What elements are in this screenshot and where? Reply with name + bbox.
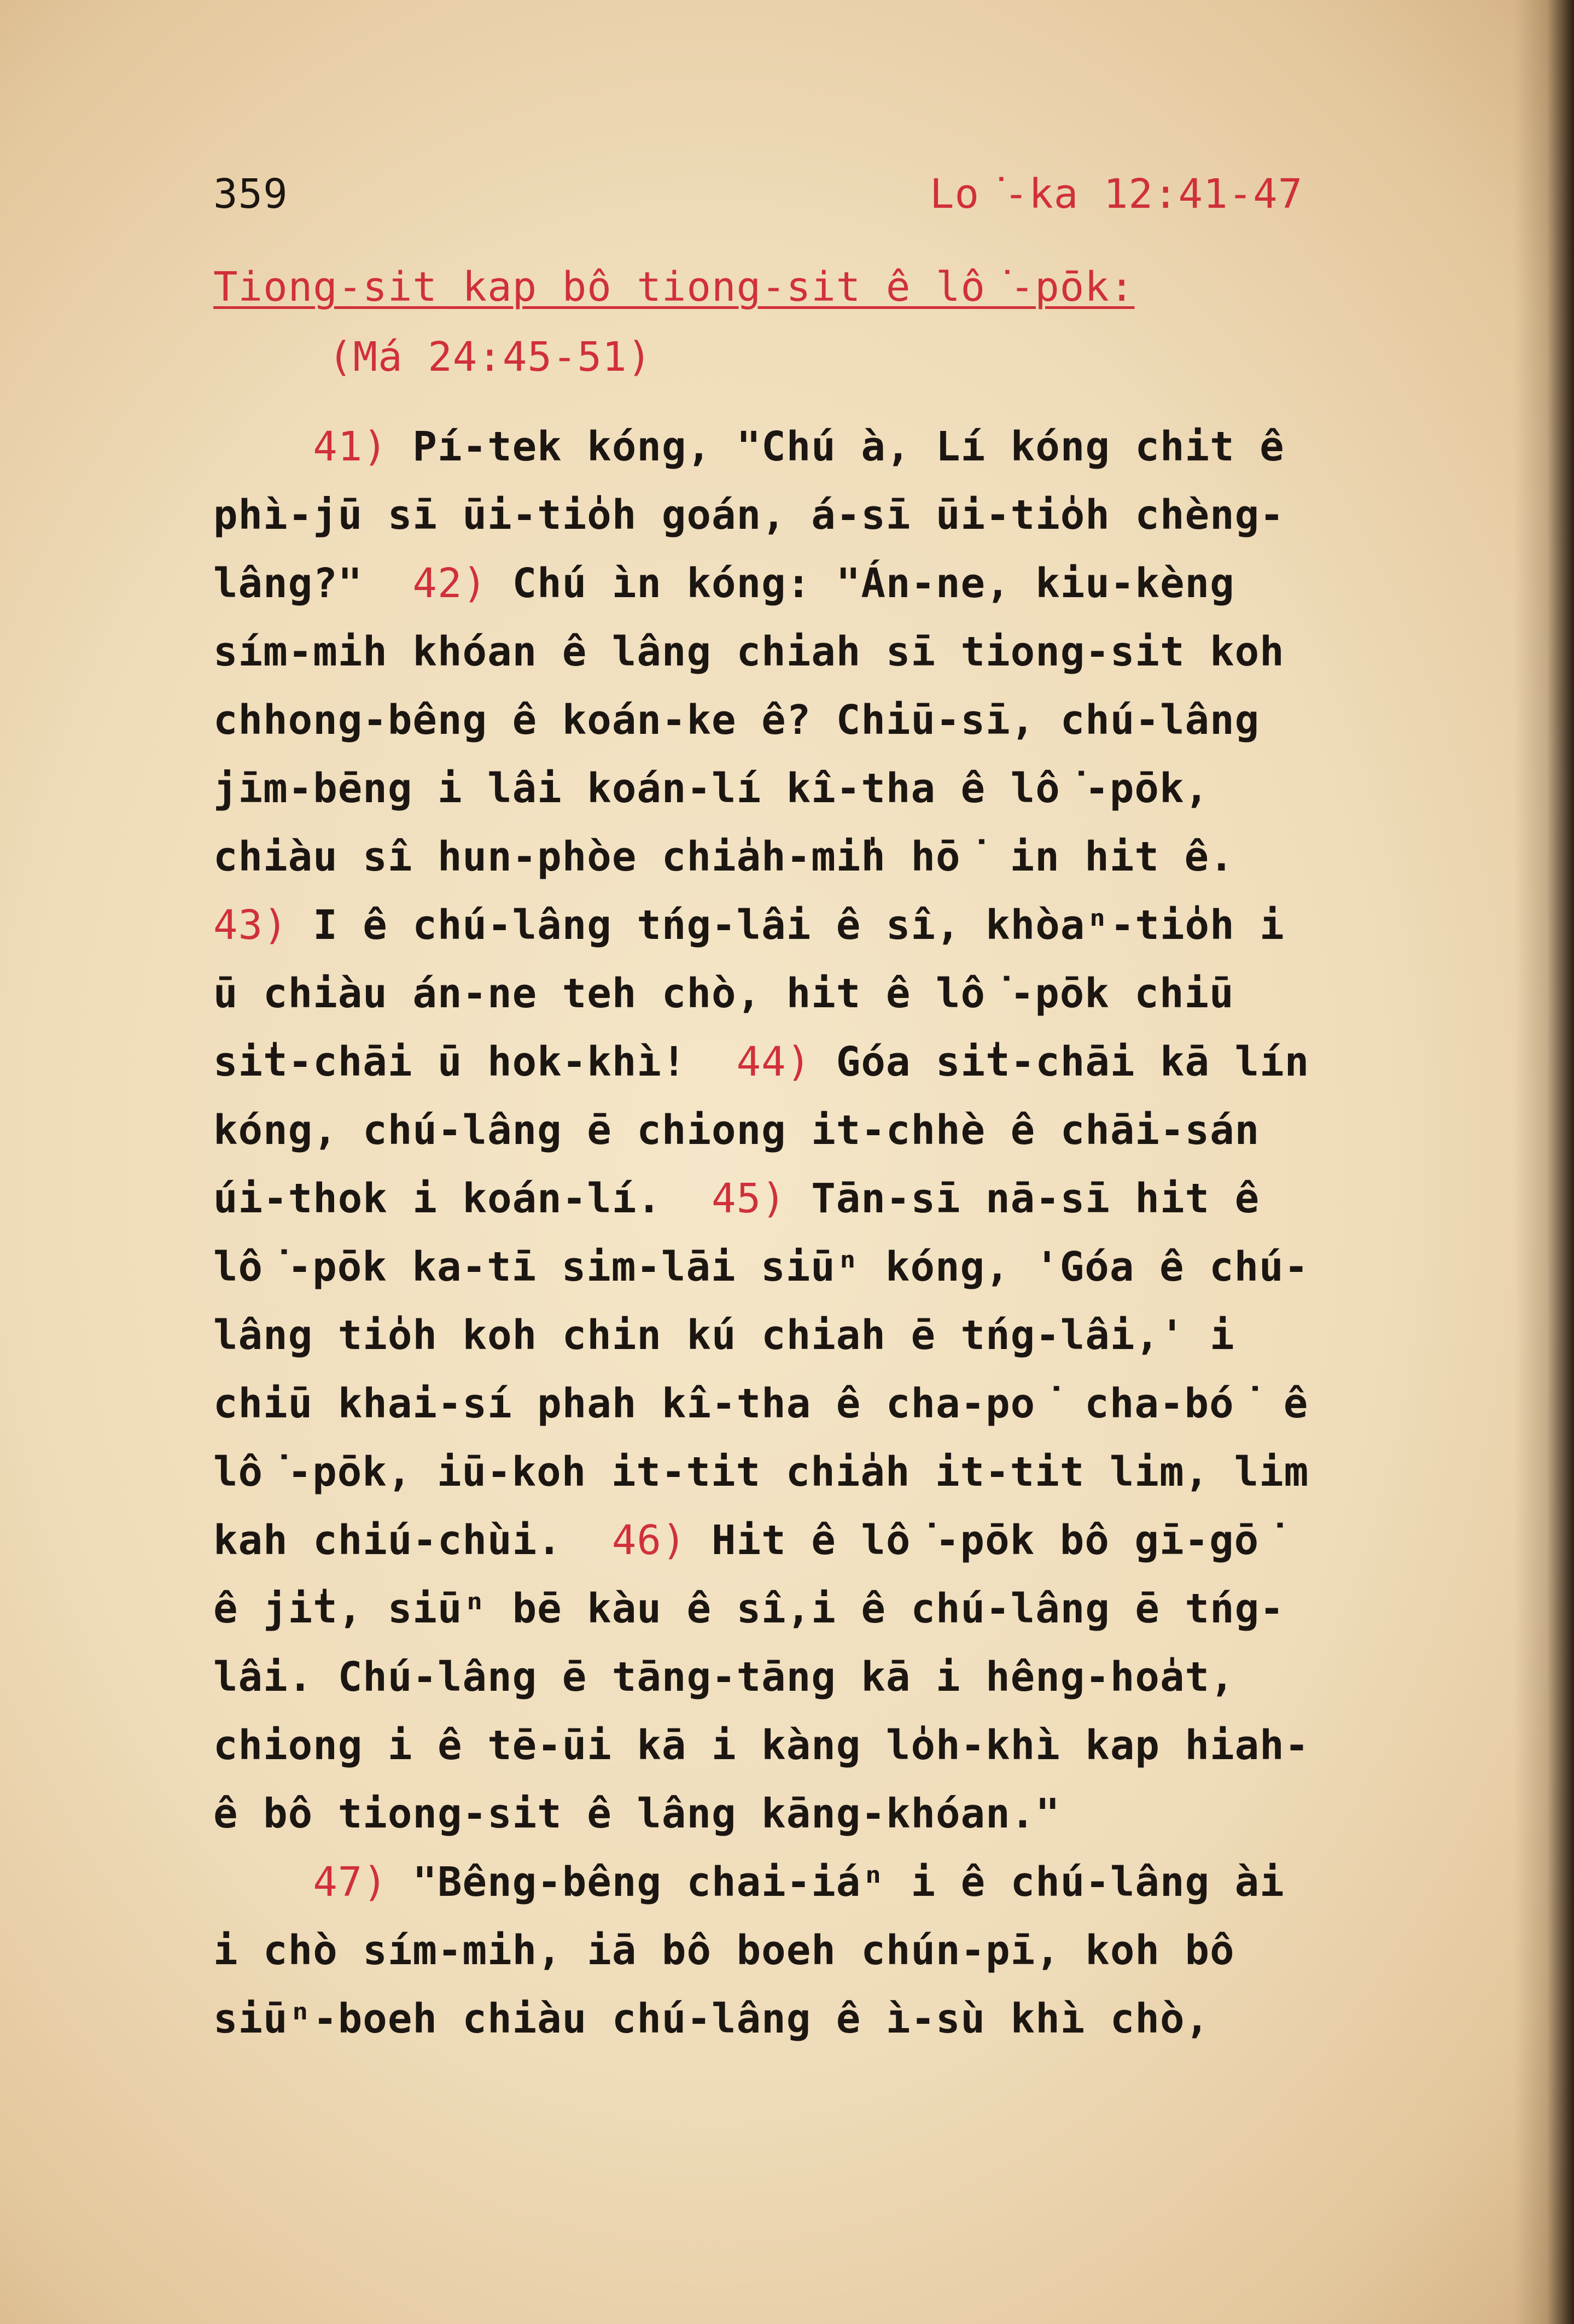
text-line	[213, 697, 1260, 744]
line-text	[213, 1859, 313, 1906]
line-text: chiàu sî hun-phòe chia̍h-mi̍h hō͘ in hit ê.	[213, 833, 1234, 880]
line-text: ê bô tiong-sit ê lâng kāng-khóan."	[213, 1790, 1060, 1837]
line-text: sím-mih khóan ê lâng chiah sī tiong-sit koh	[213, 628, 1285, 675]
running-header-reference: Lo͘-ka 12:41-47	[930, 171, 1303, 218]
text-line	[213, 492, 1285, 539]
line-text: lô͘-pōk, iū-koh it-tit chia̍h it-tit lim, lim	[213, 1449, 1309, 1496]
text-line	[213, 560, 1235, 607]
line-text: Chú ìn kóng: "Án-ne, kiu-kèng	[487, 560, 1235, 607]
line-text: chhong-bêng ê koán-ke ê? Chiū-sī, chú-lâng	[213, 697, 1260, 744]
text-line	[213, 1449, 1309, 1496]
line-text: kah chiú-chùi.	[213, 1517, 612, 1564]
line-text: ū chiàu án-ne teh chò, hit ê lô͘-pōk chiū	[213, 970, 1234, 1017]
verse-number: 42)	[412, 560, 488, 607]
text-line	[213, 423, 1285, 470]
line-text: I ê chú-lâng tńg-lâi ê sî, khòaⁿ-tio̍h i	[288, 902, 1285, 949]
line-text: siūⁿ-boeh chiàu chú-lâng ê ì-sù khì chò,	[213, 1995, 1210, 2042]
line-text: i chò sím-mih, iā bô boeh chún-pī, koh bô	[213, 1927, 1235, 1974]
line-text: chiong i ê tē-ūi kā i kàng lo̍h-khì kap hiah-	[213, 1722, 1310, 1769]
line-text: úi-thok i koán-lí.	[213, 1175, 712, 1222]
text-line	[213, 833, 1234, 880]
verse-number: 44)	[736, 1038, 812, 1085]
verse-number: 43)	[213, 902, 288, 949]
line-text: kóng, chú-lâng ē chiong it-chhè ê chāi-sán	[213, 1107, 1260, 1154]
line-text: lâng tio̍h koh chin kú chiah ē tńg-lâi,' i	[213, 1312, 1235, 1359]
text-line	[213, 1927, 1235, 1974]
text-line	[213, 1243, 1309, 1291]
line-text: lâi. Chú-lâng ē tāng-tāng kā i hêng-hoa̍t,	[213, 1654, 1235, 1701]
line-text: lô͘-pōk ka-tī sim-lāi siūⁿ kóng, 'Góa ê chú-	[213, 1243, 1309, 1291]
line-text: chiū khai-sí phah kî-tha ê cha-po͘ cha-bó͘ ê	[213, 1380, 1309, 1427]
line-text: si̍t-chāi ū hok-khì!	[213, 1038, 737, 1085]
text-line	[213, 1995, 1210, 2042]
text-line	[213, 1380, 1309, 1427]
text-line	[213, 970, 1234, 1017]
text-line	[213, 1107, 1260, 1154]
cross-reference: (Má 24:45-51)	[328, 334, 652, 381]
section-title: Tiong-sit kap bô tiong-sit ê lô͘-pōk:	[213, 264, 1135, 311]
line-text: Góa si̍t-chāi kā lín	[811, 1038, 1310, 1085]
text-line	[213, 1585, 1285, 1632]
line-text: Pí-tek kóng, "Chú à, Lí kóng chit ê	[387, 423, 1285, 470]
verse-number: 41)	[313, 423, 388, 470]
line-text: "Bêng-bêng chai-iáⁿ i ê chú-lâng ài	[387, 1859, 1285, 1906]
text-line	[213, 1722, 1310, 1769]
text-line	[213, 902, 1285, 949]
verse-number: 46)	[611, 1517, 687, 1564]
page-number: 359	[213, 171, 288, 218]
text-line	[213, 765, 1210, 812]
text-line	[213, 1312, 1235, 1359]
text-line	[213, 1654, 1235, 1701]
line-text: lâng?"	[213, 560, 413, 607]
page-edge-shadow	[1514, 0, 1574, 2324]
text-line	[213, 1790, 1060, 1837]
line-text	[213, 423, 313, 470]
line-text: Tān-sī nā-sī hit ê	[786, 1175, 1260, 1222]
text-line	[213, 628, 1285, 675]
line-text: ê ji̍t, siūⁿ bē kàu ê sî,i ê chú-lâng ē tńg-	[213, 1585, 1285, 1632]
line-text: jīm-bēng i lâi koán-lí kî-tha ê lô͘-pōk,	[213, 765, 1210, 812]
verse-number: 47)	[313, 1859, 388, 1906]
text-line	[213, 1038, 1310, 1085]
line-text: Hit ê lô͘-pōk bô gī-gō͘	[686, 1517, 1284, 1564]
text-line	[213, 1517, 1284, 1564]
text-line	[213, 1175, 1260, 1222]
line-text: phì-jū sī ūi-tio̍h goán, á-sī ūi-tio̍h chèng-	[213, 492, 1285, 539]
verse-number: 45)	[712, 1175, 786, 1222]
text-line	[213, 1859, 1285, 1906]
